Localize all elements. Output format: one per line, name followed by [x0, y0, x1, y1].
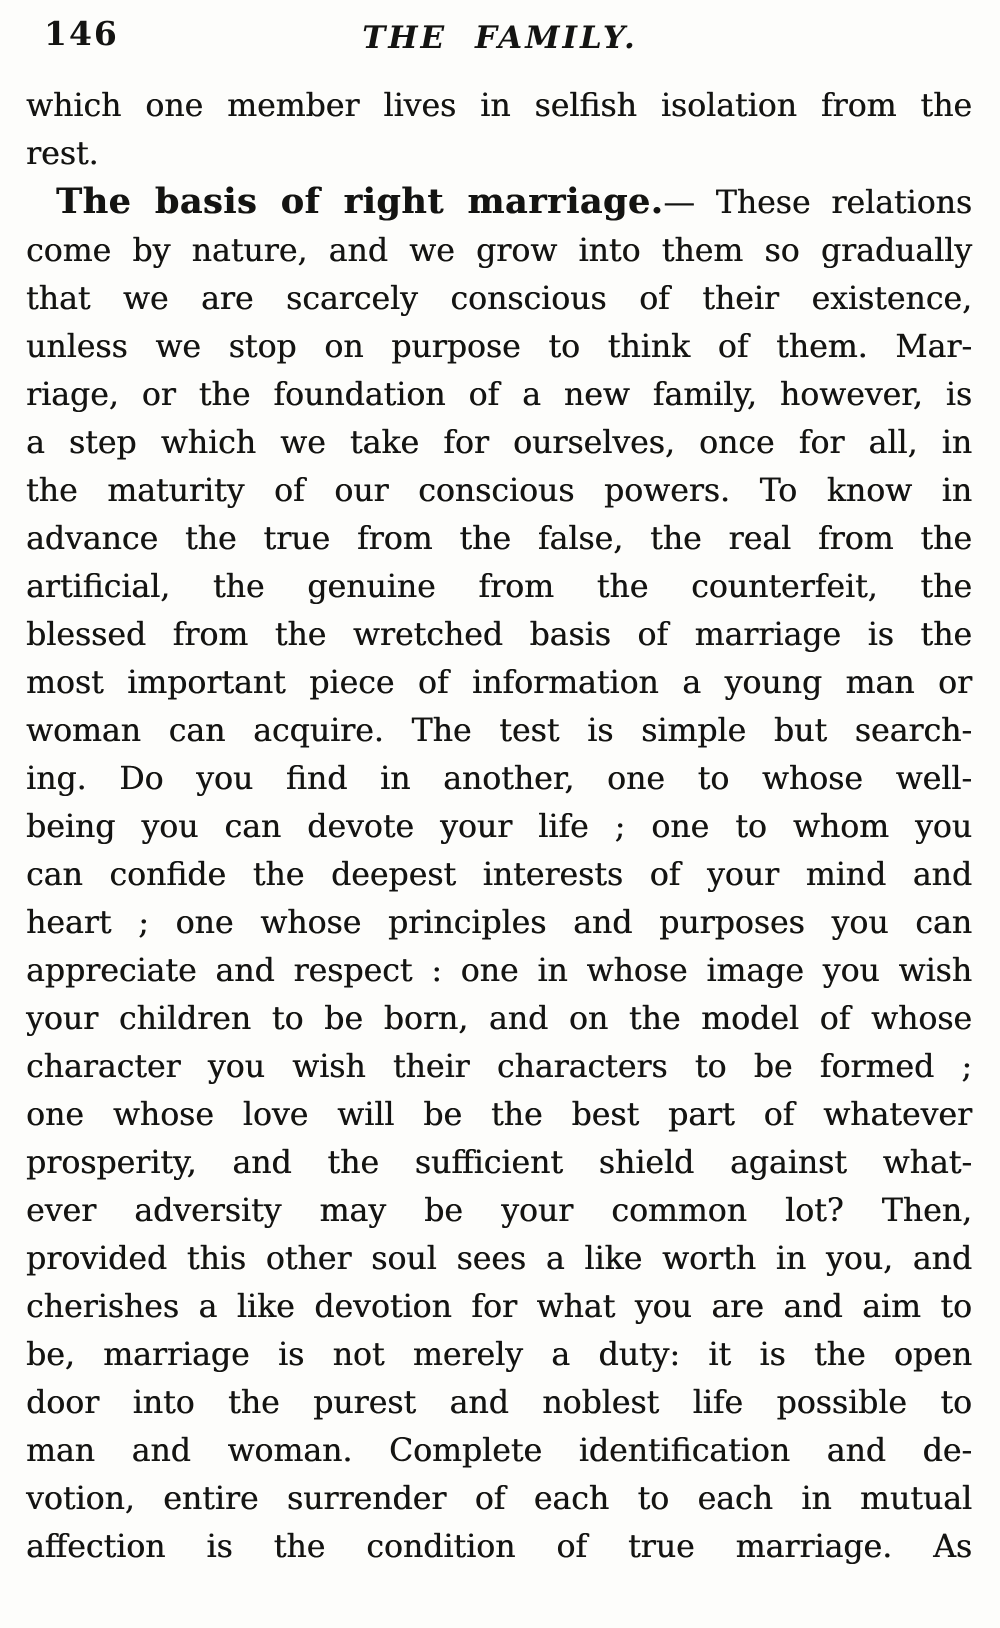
text-line-segment: — These relations: [663, 185, 972, 221]
running-title: THE FAMILY.: [362, 20, 638, 56]
text-line: the maturity of our conscious powers. To know in: [26, 473, 972, 509]
text-line: prosperity, and the sufficient shield against what-: [26, 1145, 972, 1181]
text-line: artificial, the genuine from the counterfeit, the: [26, 569, 972, 605]
text-line: appreciate and respect : one in whose image you wish: [26, 953, 972, 989]
text-line: riage, or the foundation of a new family, however, is: [26, 377, 972, 413]
text-line: ing. Do you find in another, one to whose well-: [26, 761, 972, 797]
text-line: woman can acquire. The test is simple but search-: [26, 713, 972, 749]
text-line: most important piece of information a young man or: [26, 665, 972, 701]
text-line: which one member lives in selfish isolation from the: [26, 88, 972, 124]
text-line: be, marriage is not merely a duty: it is the open: [26, 1337, 972, 1373]
body-text: [26, 82, 972, 1571]
text-line: that we are scarcely conscious of their existence,: [26, 281, 972, 317]
text-line: character you wish their characters to be formed ;: [26, 1049, 972, 1085]
text-line: come by nature, and we grow into them so gradually: [26, 233, 972, 269]
text-line: blessed from the wretched basis of marriage is the: [26, 617, 972, 653]
page-number: 146: [44, 14, 119, 53]
text-line: man and woman. Complete identification and de-: [26, 1433, 972, 1469]
text-line: provided this other soul sees a like worth in you, and: [26, 1241, 972, 1277]
text-line: cherishes a like devotion for what you are and aim to: [26, 1289, 972, 1325]
text-line: can confide the deepest interests of your mind and: [26, 857, 972, 893]
text-line: a step which we take for ourselves, once for all, in: [26, 425, 972, 461]
paragraph-lead: The basis of right marriage.: [56, 181, 664, 222]
text-line: rest.: [26, 136, 99, 172]
text-line: unless we stop on purpose to think of them. Mar-: [26, 329, 972, 365]
text-line: advance the true from the false, the real from the: [26, 521, 972, 557]
text-line: your children to be born, and on the model of whose: [26, 1001, 972, 1037]
text-line: [26, 178, 972, 227]
text-line: door into the purest and noblest life possible to: [26, 1385, 972, 1421]
text-line: votion, entire surrender of each to each in mutual: [26, 1481, 972, 1517]
text-line: ever adversity may be your common lot? Then,: [26, 1193, 972, 1229]
text-line: one whose love will be the best part of whatever: [26, 1097, 972, 1133]
text-line: being you can devote your life ; one to whom you: [26, 809, 972, 845]
text-line: affection is the condition of true marriage. As: [26, 1529, 972, 1565]
page-header: [0, 10, 1000, 62]
text-line: heart ; one whose principles and purposes you can: [26, 905, 972, 941]
